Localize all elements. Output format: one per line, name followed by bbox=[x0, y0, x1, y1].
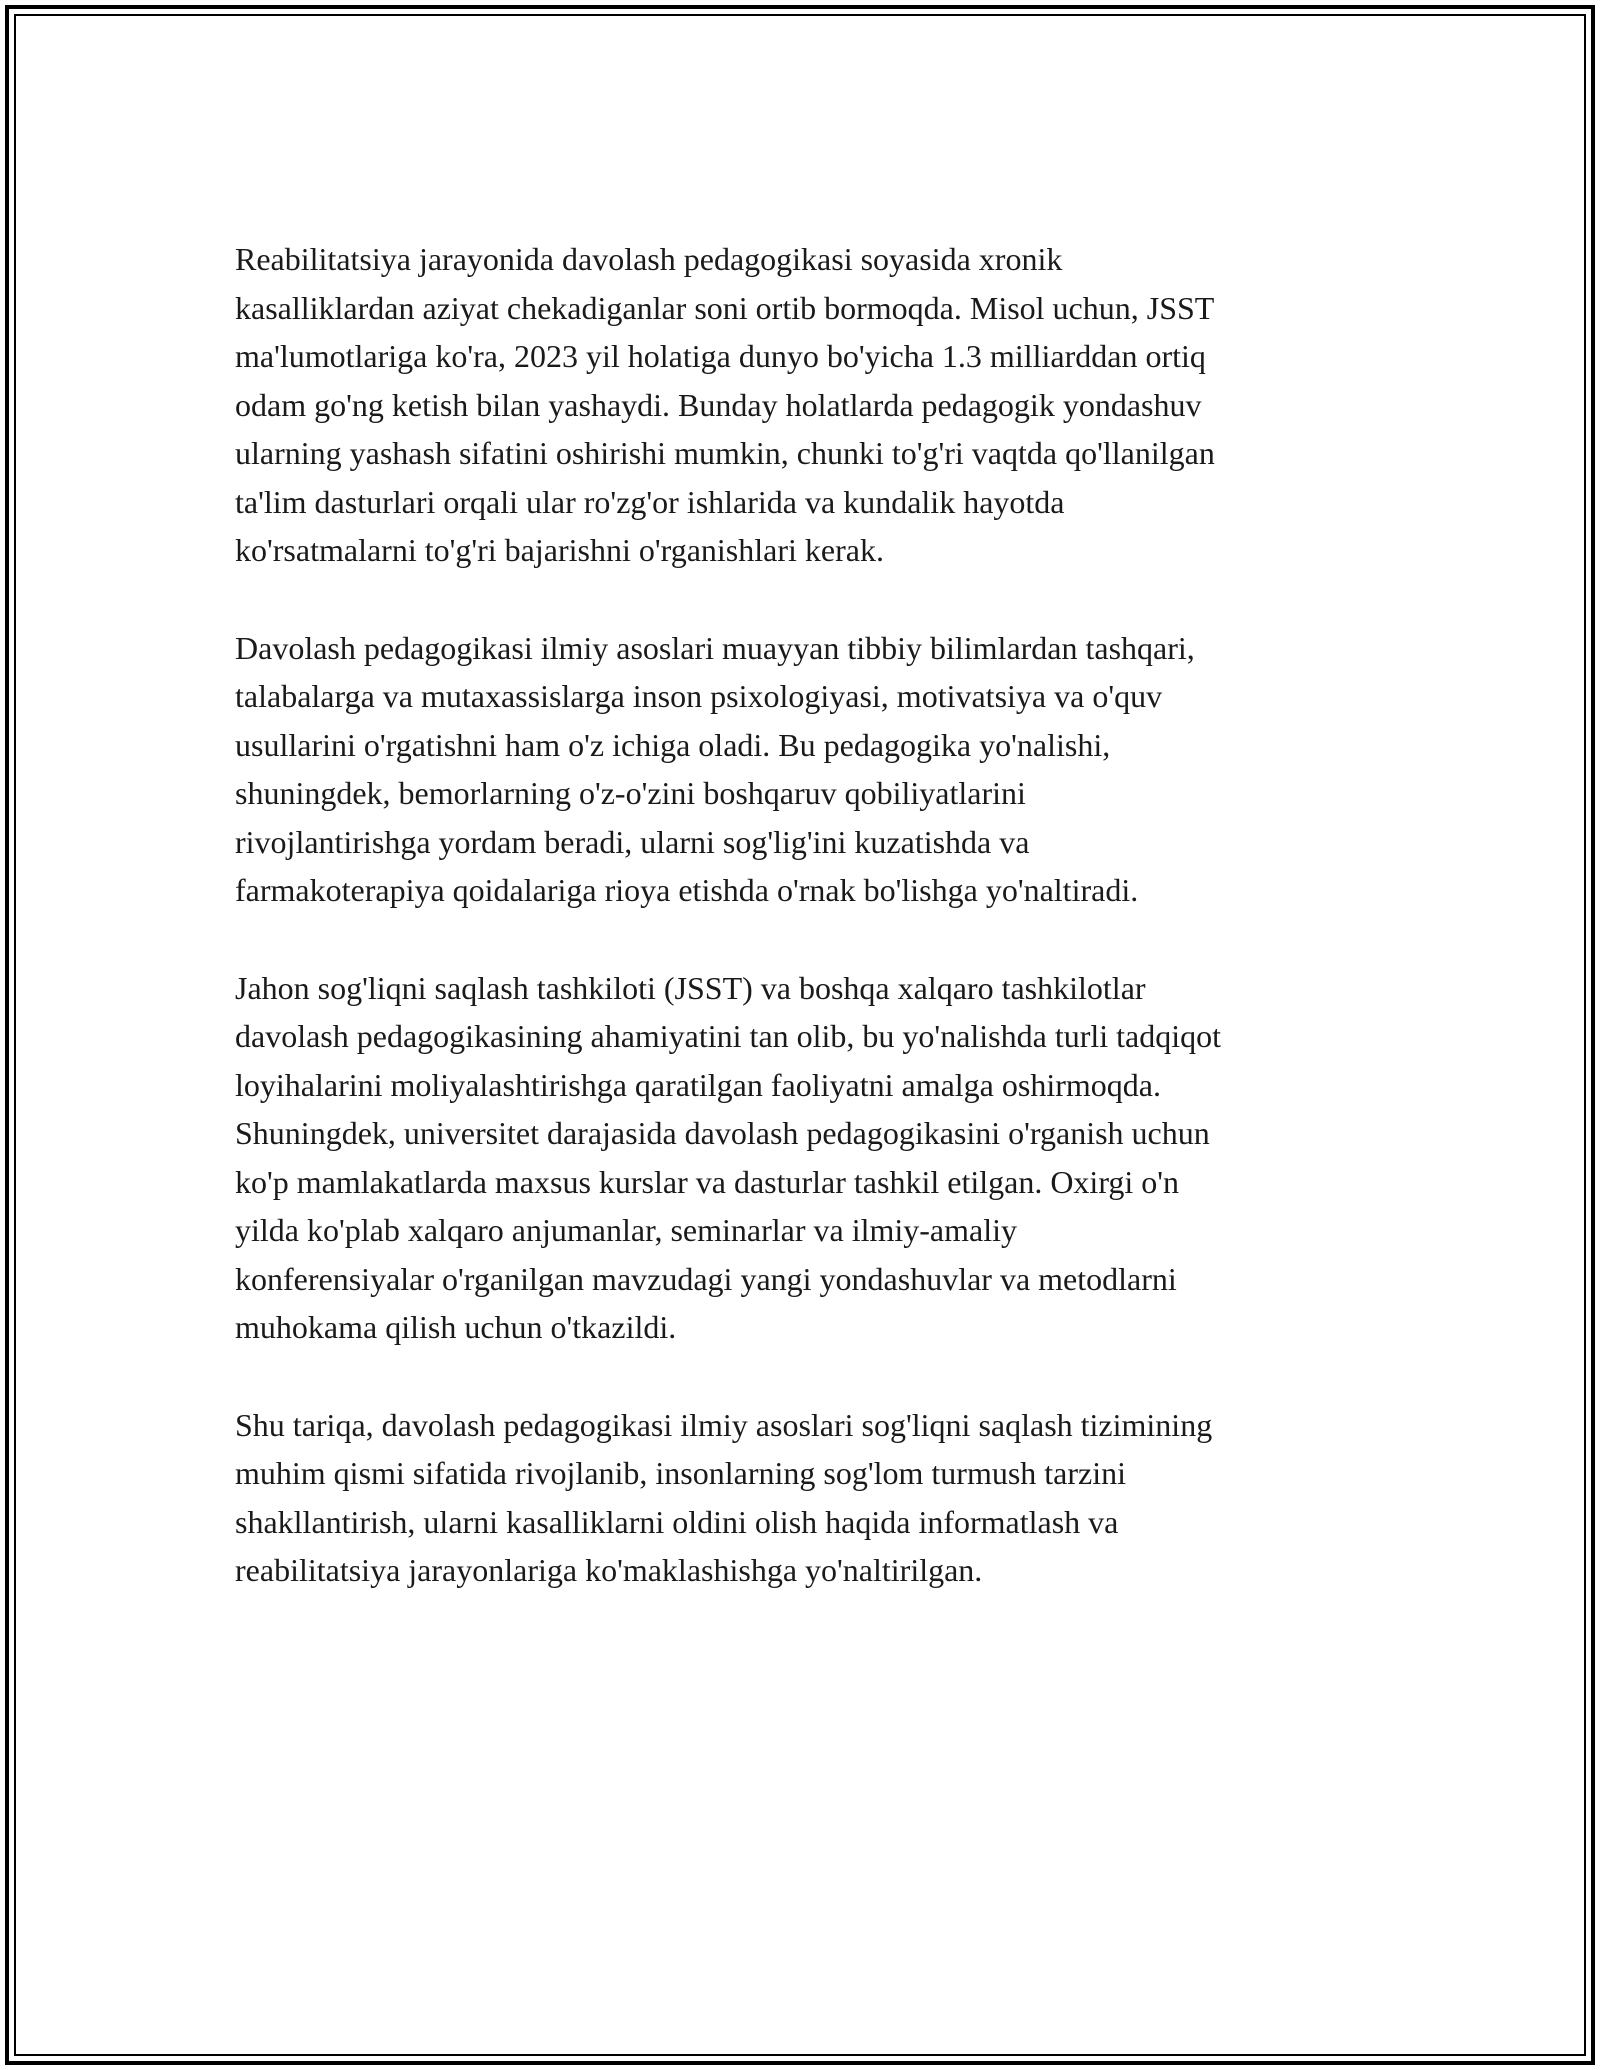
paragraph-conclusion: Shu tariqa, davolash pedagogikasi ilmiy asoslari sog'liqni saqlash tizimining muhim qismi sifatida rivojlanib, insonlarning sog'lom turmush tarzini shakllantirish, ularni kasalliklarni oldini olish haqida informatlash va reabilitatsiya jarayonlariga ko'maklashishga yo'naltirilgan. bbox=[235, 1406, 1213, 1588]
document-body bbox=[235, 235, 1375, 1644]
paragraph-international-organizations: Jahon sog'liqni saqlash tashkiloti (JSST) va boshqa xalqaro tashkilotlar davolash pedagogikasining ahamiyatini tan olib, bu yo'nalishda turli tadqiqot loyihalarini moliyalashtirishga qaratilgan faoliyatni amalga oshirmoqda. Shuningdek, universitet darajasida davolash pedagogikasini o'rganish uchun ko'p mamlakatlarda maxsus kurslar va dasturlar tashkil etilgan. Oxirgi o'n yilda ko'plab xalqaro anjumanlar, seminarlar va ilmiy-amaliy konferensiyalar o'rganilgan mavzudagi yangi yondashuvlar va metodlarni muhokama qilish uchun o'tkazildi. bbox=[235, 969, 1222, 1345]
paragraph-scientific-foundations: Davolash pedagogikasi ilmiy asoslari muayyan tibbiy bilimlardan tashqari, talabalarga va mutaxassislarga inson psixologiyasi, motivatsiya va o'quv usullarini o'rgatishni ham o'z ichiga oladi. Bu pedagogika yo'nalishi, shuningdek, bemorlarning o'z-o'zini boshqaruv qobiliyatlarini rivojlantirishga yordam beradi, ularni sog'lig'ini kuzatishda va farmakoterapiya qoidalariga rioya etishda o'rnak bo'lishga yo'naltiradi. bbox=[235, 629, 1195, 908]
paragraph-rehabilitation: Reabilitatsiya jarayonida davolash pedagogikasi soyasida xronik kasalliklardan aziyat chekadiganlar soni ortib bormoqda. Misol uchun, JSST ma'lumotlariga ko'ra, 2023 yil holatiga dunyo bo'yicha 1.3 milliarddan ortiq odam go'ng ketish bilan yashaydi. Bunday holatlarda pedagogik yondashuv ularning yashash sifatini oshirishi mumkin, chunki to'g'ri vaqtda qo'llanilgan ta'lim dasturlari orqali ular ro'zg'or ishlarida va kundalik hayotda ko'rsatmalarni to'g'ri bajarishni o'rganishlari kerak. bbox=[235, 241, 1215, 568]
